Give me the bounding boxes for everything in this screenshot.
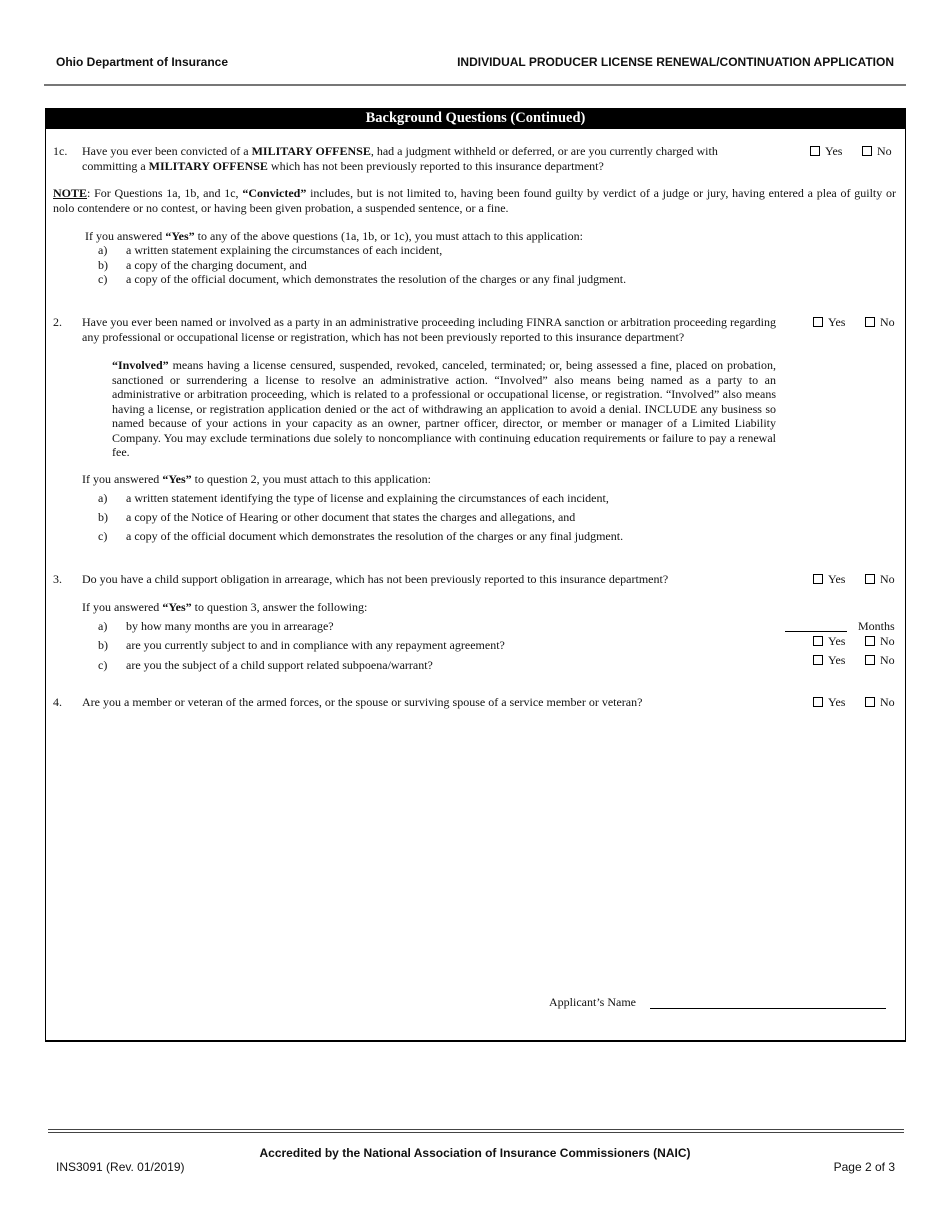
footer-accreditation: Accredited by the National Association of Insurance Commissioners (NAIC) [259, 1146, 691, 1160]
q3c-no-checkbox[interactable] [865, 655, 875, 665]
q1c-no-option[interactable]: No [862, 144, 892, 159]
q3-no-checkbox[interactable] [865, 574, 875, 584]
applicant-name-label: Applicant’s Name [549, 995, 636, 1009]
q3b-yes-checkbox[interactable] [813, 636, 823, 646]
q3-text: Do you have a child support obligation in arrearage, which has not been previously reported to this insurance department? [82, 572, 669, 586]
q2-text: Have you ever been named or involved as a party in an administrative proceeding including FINRA sanction or arbitration proceeding regarding any professional or occupational license or registration, which has not been previously reported to this insurance department? [82, 315, 776, 344]
q3b-yes-option[interactable]: Yes [813, 634, 845, 649]
involved-definition: “Involved” means having a license censured, suspended, revoked, canceled, terminated; or, being assessed a fine, placed on probation, sanctioned or surrendering a license to resolve an administrative action. “Involved” also means being named as a party to an administrative or arbitration proceeding, which is related to a professional or occupational license, or registration. “Involved” also means having a license, or registration application denied or the act of withdrawing an application to avoid a denial. INCLUDE any business so named because of your actions in your capacity as an owner, partner officer, director, or member or manager of a Limited Liability Company. You may exclude terminations due solely to noncompliance with continuing education requirements or failure to pay a renewal fee. [112, 358, 776, 459]
q2-number: 2. [53, 315, 62, 329]
q3b-no-checkbox[interactable] [865, 636, 875, 646]
q1c-text: Have you ever been convicted of a MILITARY OFFENSE, had a judgment withheld or deferred, or are you currently charged with committing a MILITARY OFFENSE which has not been previously reported to this insurance department? [82, 144, 718, 173]
q3c-no-option[interactable]: No [865, 653, 895, 668]
q1c-no-checkbox[interactable] [862, 146, 872, 156]
q1c-yes-checkbox[interactable] [810, 146, 820, 156]
q4-no-checkbox[interactable] [865, 697, 875, 707]
q3b-no-option[interactable]: No [865, 634, 895, 649]
footer-form-id: INS3091 (Rev. 01/2019) [56, 1160, 185, 1174]
q1-followup-intro: If you answered “Yes” to any of the above questions (1a, 1b, or 1c), you must attach to this application: [85, 229, 583, 243]
q1c-yes-option[interactable]: Yes [810, 144, 842, 159]
section-title: Background Questions (Continued) [45, 108, 906, 129]
footer-divider [48, 1132, 904, 1133]
months-input-line[interactable] [785, 631, 847, 632]
q2-followup-intro: If you answered “Yes” to question 2, you must attach to this application: [82, 472, 431, 486]
months-label: Months [858, 619, 895, 633]
q2-yes-option[interactable]: Yes [813, 315, 845, 330]
q1c-number: 1c. [53, 144, 68, 158]
q2-no-option[interactable]: No [865, 315, 895, 330]
header-department: Ohio Department of Insurance [56, 55, 229, 69]
q3-yes-checkbox[interactable] [813, 574, 823, 584]
q3-yes-option[interactable]: Yes [813, 572, 845, 587]
q3-no-option[interactable]: No [865, 572, 895, 587]
q4-text: Are you a member or veteran of the armed forces, or the spouse or surviving spouse of a service member or veteran? [82, 695, 643, 709]
footer-divider [48, 1129, 904, 1130]
q4-no-option[interactable]: No [865, 695, 895, 710]
q2-yes-checkbox[interactable] [813, 317, 823, 327]
note-paragraph: NOTE: For Questions 1a, 1b, and 1c, “Convicted” includes, but is not limited to, having been found guilty by verdict of a judge or jury, having entered a plea of guilty or nolo contendere or no contest, or having been given probation, a suspended sentence, or a fine. [53, 186, 896, 215]
header-form-title: INDIVIDUAL PRODUCER LICENSE RENEWAL/CONTINUATION APPLICATION [457, 55, 894, 69]
q4-yes-option[interactable]: Yes [813, 695, 845, 710]
header-divider [44, 84, 906, 86]
applicant-name-field[interactable] [650, 1008, 886, 1009]
footer-page-number: Page 2 of 3 [833, 1160, 895, 1174]
q3c-yes-option[interactable]: Yes [813, 653, 845, 668]
q4-number: 4. [53, 695, 62, 709]
q4-yes-checkbox[interactable] [813, 697, 823, 707]
q3c-yes-checkbox[interactable] [813, 655, 823, 665]
q2-no-checkbox[interactable] [865, 317, 875, 327]
q3-number: 3. [53, 572, 62, 586]
q3-followup-intro: If you answered “Yes” to question 3, answer the following: [82, 600, 368, 614]
